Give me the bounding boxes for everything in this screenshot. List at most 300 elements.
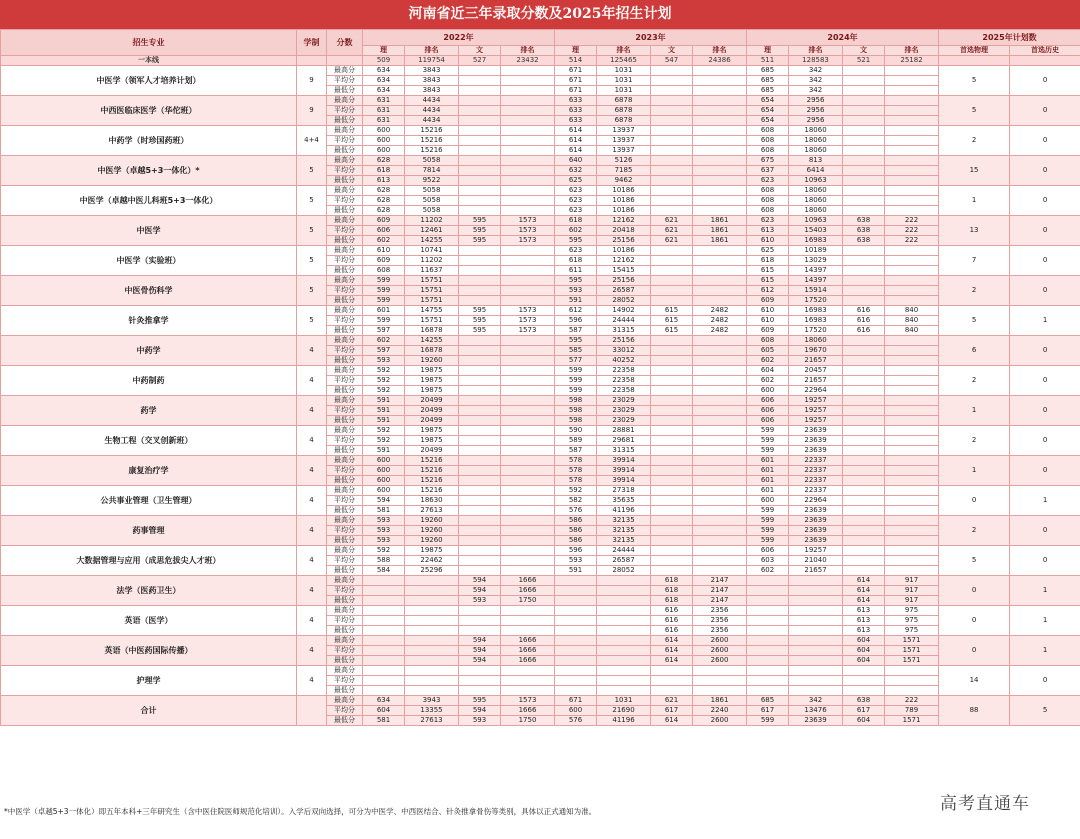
score-cell [885,276,939,286]
score-type-label: 最高分 [327,696,363,706]
score-cell: 595 [459,696,501,706]
score-cell [843,86,885,96]
score-cell: 594 [459,706,501,716]
score-cell: 10186 [597,196,651,206]
score-cell: 2600 [693,656,747,666]
score-cell [885,286,939,296]
score-cell [651,286,693,296]
score-cell [693,346,747,356]
score-cell: 3843 [405,76,459,86]
score-cell [651,196,693,206]
score-cell: 598 [555,396,597,406]
score-cell: 591 [363,416,405,426]
major-13-row [1,456,1080,466]
score-cell: 15216 [405,466,459,476]
major-0-plan-history: 0 [1010,66,1080,96]
score-type-label: 最高分 [327,576,363,586]
score-cell [651,146,693,156]
score-cell: 595 [459,316,501,326]
score-cell: 23029 [597,396,651,406]
score-cell: 675 [747,156,789,166]
score-type-label: 最低分 [327,716,363,726]
score-cell [843,416,885,426]
major-6-plan-physics: 7 [939,246,1010,276]
score-cell: 608 [747,136,789,146]
score-cell: 654 [747,116,789,126]
score-cell [555,686,597,696]
score-cell [555,616,597,626]
major-1-plan-history: 0 [1010,96,1080,126]
score-cell [459,516,501,526]
score-cell [651,476,693,486]
score-type-label: 最低分 [327,656,363,666]
score-cell [555,676,597,686]
score-cell: 5058 [405,186,459,196]
score-cell [459,106,501,116]
subheader-2023-3: 排名 [693,46,747,56]
score-cell [693,146,747,156]
major-7-row [1,276,1080,286]
major-14-plan-history: 1 [1010,486,1080,516]
major-16-name: 大数据管理与应用（成思危拔尖人才班） [1,546,297,576]
major-14-plan-physics: 0 [939,486,1010,516]
score-cell [843,96,885,106]
major-12-row [1,426,1080,436]
score-cell: 813 [789,156,843,166]
score-cell: 600 [363,136,405,146]
score-cell: 1573 [501,226,555,236]
score-cell [651,176,693,186]
score-cell [789,676,843,686]
score-cell [747,576,789,586]
score-cell: 25156 [597,336,651,346]
score-cell: 10186 [597,186,651,196]
score-cell: 1666 [501,576,555,586]
score-cell [885,416,939,426]
score-cell: 23639 [789,506,843,516]
score-cell: 581 [363,716,405,726]
score-cell [843,496,885,506]
score-cell: 634 [363,76,405,86]
score-type-label: 最高分 [327,516,363,526]
score-cell [651,156,693,166]
score-cell [459,386,501,396]
score-cell: 18060 [789,196,843,206]
score-cell: 6878 [597,106,651,116]
score-cell [501,196,555,206]
score-cell: 2600 [693,716,747,726]
score-cell [885,366,939,376]
score-cell: 1573 [501,216,555,226]
score-cell: 671 [555,696,597,706]
score-cell: 13937 [597,126,651,136]
score-cell: 595 [459,226,501,236]
major-8-plan-physics: 5 [939,306,1010,336]
cutoff-value: 125465 [597,56,651,66]
score-cell [885,496,939,506]
cutoff-value: 521 [843,56,885,66]
score-cell: 21657 [789,566,843,576]
score-cell [693,476,747,486]
score-cell [843,126,885,136]
score-cell: 604 [843,636,885,646]
score-type-label: 最低分 [327,536,363,546]
score-type-label: 最高分 [327,126,363,136]
score-cell: 23639 [789,436,843,446]
score-type-label: 平均分 [327,556,363,566]
score-cell [843,486,885,496]
score-cell [459,286,501,296]
score-cell [501,66,555,76]
score-cell [501,456,555,466]
score-cell [885,196,939,206]
score-cell: 600 [363,466,405,476]
score-cell: 597 [363,326,405,336]
score-cell [843,166,885,176]
score-cell [843,66,885,76]
major-20-plan-history: 0 [1010,666,1080,696]
score-cell: 26587 [597,286,651,296]
score-cell [885,136,939,146]
score-cell: 1031 [597,76,651,86]
score-cell: 2956 [789,106,843,116]
score-cell [885,396,939,406]
score-cell: 594 [363,496,405,506]
score-cell [651,136,693,146]
score-cell [843,686,885,696]
score-cell [501,556,555,566]
major-2-name: 中药学（时珍国药班） [1,126,297,156]
score-cell: 19875 [405,426,459,436]
score-cell [459,676,501,686]
score-cell: 15751 [405,296,459,306]
score-cell [651,116,693,126]
score-cell [843,116,885,126]
score-cell [843,376,885,386]
score-cell [459,166,501,176]
score-cell: 599 [747,516,789,526]
score-cell [693,336,747,346]
score-cell [501,366,555,376]
score-cell [747,606,789,616]
major-19-name: 英语（中医药国际传播） [1,636,297,666]
score-cell: 613 [747,226,789,236]
total-plan-physics: 88 [939,696,1010,726]
major-7-duration: 5 [297,276,327,306]
score-cell [501,426,555,436]
major-2-duration: 4+4 [297,126,327,156]
score-cell [789,606,843,616]
score-cell [555,606,597,616]
score-cell [651,296,693,306]
major-3-row [1,156,1080,166]
score-cell [501,536,555,546]
score-cell: 618 [651,576,693,586]
score-cell [885,336,939,346]
score-cell [885,546,939,556]
score-cell: 1573 [501,306,555,316]
major-5-name: 中医学 [1,216,297,246]
score-cell: 613 [363,176,405,186]
score-cell: 608 [747,146,789,156]
score-cell: 610 [747,306,789,316]
score-cell: 671 [555,76,597,86]
score-type-label: 最低分 [327,146,363,156]
score-cell: 18060 [789,126,843,136]
score-cell [459,396,501,406]
score-cell: 18060 [789,146,843,156]
score-cell: 22358 [597,376,651,386]
score-type-label: 最低分 [327,266,363,276]
score-cell: 20499 [405,446,459,456]
major-7-plan-history: 0 [1010,276,1080,306]
score-cell [459,616,501,626]
score-cell [693,666,747,676]
major-8-duration: 5 [297,306,327,336]
score-cell: 606 [747,546,789,556]
score-cell [459,276,501,286]
score-cell [843,556,885,566]
score-cell [501,516,555,526]
score-type-label: 最低分 [327,326,363,336]
score-cell: 18060 [789,336,843,346]
major-5-plan-physics: 13 [939,216,1010,246]
score-cell [789,576,843,586]
score-cell: 591 [363,396,405,406]
subheader-2024-1: 排名 [789,46,843,56]
score-cell [651,396,693,406]
score-cell: 608 [747,186,789,196]
score-cell [501,256,555,266]
score-cell: 613 [843,616,885,626]
score-type-label: 平均分 [327,496,363,506]
score-cell: 671 [555,86,597,96]
score-cell [885,96,939,106]
score-cell [789,646,843,656]
score-cell [885,116,939,126]
score-type-label: 平均分 [327,316,363,326]
score-cell: 28052 [597,566,651,576]
score-cell: 10963 [789,176,843,186]
score-cell: 618 [555,216,597,226]
score-cell: 613 [843,606,885,616]
score-type-label: 最低分 [327,386,363,396]
major-10-plan-history: 0 [1010,366,1080,396]
score-cell [693,466,747,476]
score-cell [405,676,459,686]
score-cell: 618 [363,166,405,176]
major-4-plan-physics: 1 [939,186,1010,216]
score-cell: 13476 [789,706,843,716]
score-cell: 1573 [501,326,555,336]
score-cell: 599 [555,386,597,396]
score-cell: 685 [747,86,789,96]
score-cell [459,456,501,466]
score-cell [459,146,501,156]
score-cell: 39914 [597,476,651,486]
score-cell [459,446,501,456]
score-cell: 20499 [405,396,459,406]
score-cell: 606 [363,226,405,236]
score-cell: 593 [363,356,405,366]
score-cell: 599 [363,316,405,326]
score-cell: 609 [363,256,405,266]
score-cell [405,666,459,676]
score-cell: 2482 [693,316,747,326]
score-cell: 19257 [789,406,843,416]
score-cell [693,116,747,126]
total-plan-history: 5 [1010,696,1080,726]
score-cell: 600 [363,486,405,496]
score-cell [651,106,693,116]
score-cell: 612 [555,306,597,316]
score-cell: 614 [651,656,693,666]
score-cell: 1666 [501,656,555,666]
major-8-name: 针灸推拿学 [1,306,297,336]
score-cell: 13029 [789,256,843,266]
major-1-duration: 9 [297,96,327,126]
score-cell [651,536,693,546]
total-name: 合计 [1,696,297,726]
major-11-plan-physics: 1 [939,396,1010,426]
score-cell: 27613 [405,716,459,726]
score-cell [597,666,651,676]
score-cell [459,606,501,616]
score-cell [693,486,747,496]
score-cell: 5126 [597,156,651,166]
major-6-duration: 5 [297,246,327,276]
score-cell [555,666,597,676]
score-cell [843,526,885,536]
score-type-label: 最高分 [327,486,363,496]
major-16-plan-history: 0 [1010,546,1080,576]
score-cell [843,76,885,86]
score-cell [651,506,693,516]
score-cell [843,386,885,396]
major-18-plan-physics: 0 [939,606,1010,636]
score-cell [459,486,501,496]
score-cell: 591 [555,566,597,576]
score-cell: 19257 [789,546,843,556]
score-cell: 591 [363,446,405,456]
major-19-plan-history: 1 [1010,636,1080,666]
score-cell: 32135 [597,526,651,536]
score-cell [843,666,885,676]
score-cell [363,686,405,696]
major-10-duration: 4 [297,366,327,396]
score-cell: 975 [885,626,939,636]
score-cell: 7185 [597,166,651,176]
header-major: 招生专业 [1,30,297,56]
score-cell [843,176,885,186]
score-cell: 602 [747,376,789,386]
brand-watermark: 高考直通车 [940,794,1030,814]
score-cell: 614 [843,576,885,586]
score-cell: 35635 [597,496,651,506]
score-cell [885,166,939,176]
score-cell [597,646,651,656]
score-cell [885,686,939,696]
score-cell [501,106,555,116]
score-type-label: 平均分 [327,586,363,596]
score-cell [693,676,747,686]
score-type-label: 平均分 [327,406,363,416]
score-cell [651,366,693,376]
score-cell: 15216 [405,486,459,496]
score-cell: 654 [747,96,789,106]
score-cell: 578 [555,456,597,466]
score-cell [843,566,885,576]
score-cell [651,256,693,266]
score-cell: 1666 [501,636,555,646]
score-cell [885,486,939,496]
score-cell: 10963 [789,216,843,226]
score-cell [843,276,885,286]
score-cell: 10186 [597,206,651,216]
score-cell: 23639 [789,526,843,536]
score-cell: 617 [747,706,789,716]
major-9-name: 中药学 [1,336,297,366]
score-cell: 600 [747,496,789,506]
score-type-label: 平均分 [327,106,363,116]
score-cell [789,586,843,596]
score-cell [363,616,405,626]
score-cell: 614 [651,646,693,656]
score-cell: 595 [555,236,597,246]
score-cell: 598 [555,406,597,416]
score-cell: 917 [885,596,939,606]
score-cell [651,86,693,96]
score-cell: 599 [747,436,789,446]
score-cell: 617 [651,706,693,716]
score-cell: 628 [363,186,405,196]
score-cell: 23639 [789,536,843,546]
score-cell: 610 [747,316,789,326]
score-cell: 2147 [693,596,747,606]
score-type-label: 最低分 [327,506,363,516]
major-3-name: 中医学（卓越5+3一体化）* [1,156,297,186]
score-cell: 592 [555,486,597,496]
score-type-label: 最高分 [327,336,363,346]
score-cell: 593 [363,536,405,546]
score-cell: 9522 [405,176,459,186]
score-cell: 15403 [789,226,843,236]
score-cell [501,386,555,396]
score-cell [693,496,747,506]
score-cell [693,396,747,406]
score-cell: 578 [555,466,597,476]
major-13-plan-physics: 1 [939,456,1010,486]
score-cell [501,406,555,416]
score-cell: 4434 [405,96,459,106]
score-cell: 26587 [597,556,651,566]
score-cell [459,296,501,306]
major-9-duration: 4 [297,336,327,366]
score-cell: 638 [843,216,885,226]
score-type-label: 平均分 [327,346,363,356]
score-cell [747,656,789,666]
score-type-label: 最低分 [327,176,363,186]
major-17-duration: 4 [297,576,327,606]
score-cell [651,446,693,456]
score-cell [501,436,555,446]
score-cell: 596 [555,546,597,556]
score-cell [885,266,939,276]
score-type-label: 最低分 [327,566,363,576]
major-7-name: 中医骨伤科学 [1,276,297,306]
score-cell [693,176,747,186]
score-cell [747,636,789,646]
